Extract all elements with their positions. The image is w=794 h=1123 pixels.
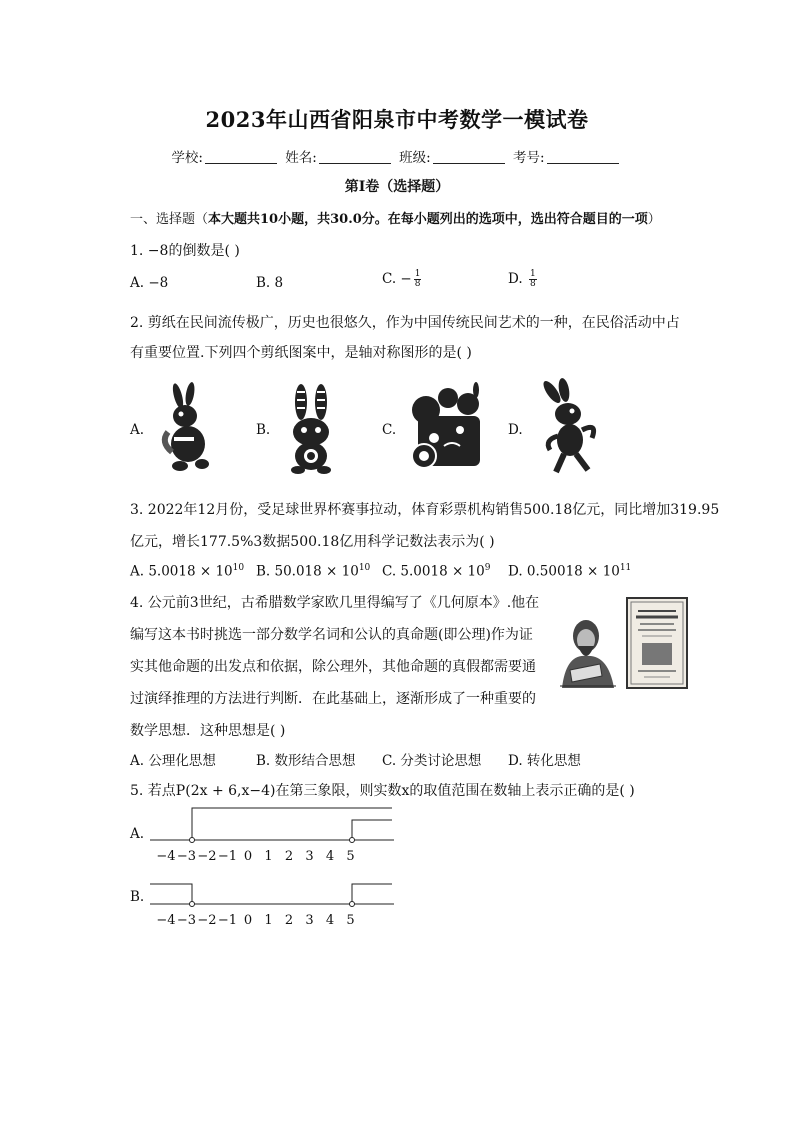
exam-no-blank[interactable]: [547, 149, 619, 164]
section-instruction: 本大题共10小题，共30.0分。在每小题列出的选项中，选出符合题目的一项: [208, 212, 648, 227]
q2-line-1: 2. 剪纸在民间流传极广，历史也很悠久，作为中国传统民间艺术的一种，在民俗活动中占: [130, 315, 680, 331]
q3-d-base: D. 0.50018 × 10: [508, 563, 620, 580]
tick-label-b-4: 0: [243, 913, 253, 928]
q4-option-d: D. 转化思想: [508, 753, 581, 769]
tick-label-b-6: 2: [284, 913, 294, 928]
class-blank[interactable]: [433, 149, 505, 164]
tick-label-b-0: −4: [156, 913, 176, 928]
b-open-circle-neg3: [190, 902, 195, 907]
q4-option-b: B. 数形结合思想: [256, 753, 356, 769]
q1-option-a: A. −8: [130, 275, 169, 291]
q3-c-base: C. 5.0018 × 10: [382, 563, 485, 580]
volume-title: 第I卷（选择题）: [344, 179, 450, 195]
tick-label-a-8: 4: [325, 849, 335, 864]
tick-label-a-6: 2: [284, 849, 294, 864]
q3-option-d: [508, 563, 631, 580]
q1-option-c: [382, 270, 421, 289]
tick-label-a-1: −3: [176, 849, 197, 864]
papercut-rabbit-a-image: [150, 382, 220, 477]
tick-label-a-2: −2: [197, 849, 217, 864]
tick-label-a-0: −4: [156, 849, 176, 864]
q3-option-c: [382, 563, 490, 580]
q4-line-2: 编写这本书时挑选一部分数学名词和公认的真命题(即公理)作为证: [130, 627, 533, 643]
class-label: 班级:: [399, 150, 431, 166]
a-open-circle-neg3: [190, 838, 195, 843]
tick-label-b-3: −1: [217, 913, 238, 928]
q1-c-prefix: C. −: [382, 271, 412, 287]
section-suffix: ）: [647, 212, 661, 227]
papercut-rabbit-b-image: [276, 382, 346, 477]
tick-label-a-5: 1: [264, 849, 273, 864]
q3-option-b: [256, 563, 370, 580]
q1-c-numerator: 1: [414, 269, 421, 279]
q5-number-lines: [148, 800, 398, 930]
name-blank[interactable]: [319, 149, 391, 164]
q1-c-fraction: [414, 270, 422, 289]
a-left-ray: [192, 808, 392, 840]
q2-option-b-label: B.: [256, 422, 271, 438]
euclid-portrait-image: [556, 610, 620, 690]
a-open-circle-4: [350, 838, 355, 843]
q5-stem: 5. 若点P(2x + 6,x−4)在第三象限，则实数x的取值范围在数轴上表示正确的是( ): [130, 783, 635, 799]
tick-label-b-2: −2: [197, 913, 217, 928]
a-right-ray: [352, 820, 392, 840]
q4-line-3: 实其他命题的出发点和依据，除公理外，其他命题的真假都需要通: [130, 659, 536, 675]
papercut-rabbit-c-image: [404, 382, 494, 477]
student-info-line: [0, 146, 794, 166]
number-line-a: [150, 808, 394, 864]
q2-option-a-label: A.: [130, 422, 145, 438]
q3-a-base: A. 5.0018 × 10: [130, 563, 233, 580]
q1-c-denominator: 8: [414, 279, 421, 289]
q3-line-1: 3. 2022年12月份，受足球世界杯赛事拉动，体育彩票机构销售500.18亿元，同比增加319.95: [130, 502, 720, 518]
papercut-rabbit-d-image: [530, 378, 610, 478]
tick-label-b-1: −3: [176, 913, 197, 928]
tick-label-a-7: 3: [305, 849, 314, 864]
b-open-circle-4: [350, 902, 355, 907]
q4-option-c: C. 分类讨论思想: [382, 753, 482, 769]
tick-label-a-3: −1: [217, 849, 238, 864]
number-line-b: [150, 884, 394, 928]
q2-option-c-label: C.: [382, 422, 397, 438]
q1-option-d: [508, 270, 537, 289]
q1-option-b: B. 8: [256, 275, 284, 291]
name-label: 姓名:: [285, 150, 317, 166]
section-heading: [130, 208, 661, 227]
q3-b-base: B. 50.018 × 10: [256, 563, 359, 580]
tick-label-b-8: 4: [325, 913, 335, 928]
page-title: 2023年山西省阳泉市中考数学一模试卷: [205, 107, 589, 132]
q2-line-2: 有重要位置.下列四个剪纸图案中，是轴对称图形的是( ): [130, 345, 472, 361]
q3-line-2: 亿元，增长177.5%3数据500.18亿用科学记数法表示为( ): [130, 534, 495, 550]
q3-c-exponent: 9: [484, 563, 491, 573]
tick-label-b-7: 3: [305, 913, 314, 928]
q4-line-4: 过演绎推理的方法进行判断．在此基础上，逐渐形成了一种重要的: [130, 691, 536, 707]
b-left-ray: [150, 884, 192, 904]
tick-label-b-9: 5: [346, 913, 355, 928]
q3-a-exponent: 10: [232, 563, 245, 573]
q1-d-prefix: D.: [508, 271, 527, 287]
b-right-ray: [352, 884, 392, 904]
school-label: 学校:: [171, 150, 203, 166]
q4-line-5: 数学思想．这种思想是( ): [130, 723, 286, 739]
q2-option-d-label: D.: [508, 422, 523, 438]
school-blank[interactable]: [205, 149, 277, 164]
geometry-book-cover-image: [626, 597, 688, 689]
q1-stem: 1. −8的倒数是( ): [130, 243, 240, 259]
q3-d-exponent: 11: [619, 563, 632, 573]
q1-d-fraction: [529, 270, 537, 289]
q4-paragraph: [130, 587, 539, 747]
q3-option-a: [130, 563, 244, 580]
q3-b-exponent: 10: [358, 563, 371, 573]
tick-label-a-4: 0: [243, 849, 253, 864]
tick-label-b-5: 1: [264, 913, 273, 928]
q5-option-a-label: A.: [130, 826, 145, 842]
section-prefix: 一、选择题（: [130, 212, 209, 227]
q4-option-a: A. 公理化思想: [130, 753, 216, 769]
tick-label-a-9: 5: [346, 849, 355, 864]
q1-d-denominator: 8: [529, 279, 536, 289]
q4-line-1: 4. 公元前3世纪，古希腊数学家欧几里得编写了《几何原本》.他在: [130, 595, 540, 611]
q5-option-b-label: B.: [130, 889, 145, 905]
exam-no-label: 考号:: [513, 150, 545, 166]
q1-d-numerator: 1: [529, 269, 536, 279]
